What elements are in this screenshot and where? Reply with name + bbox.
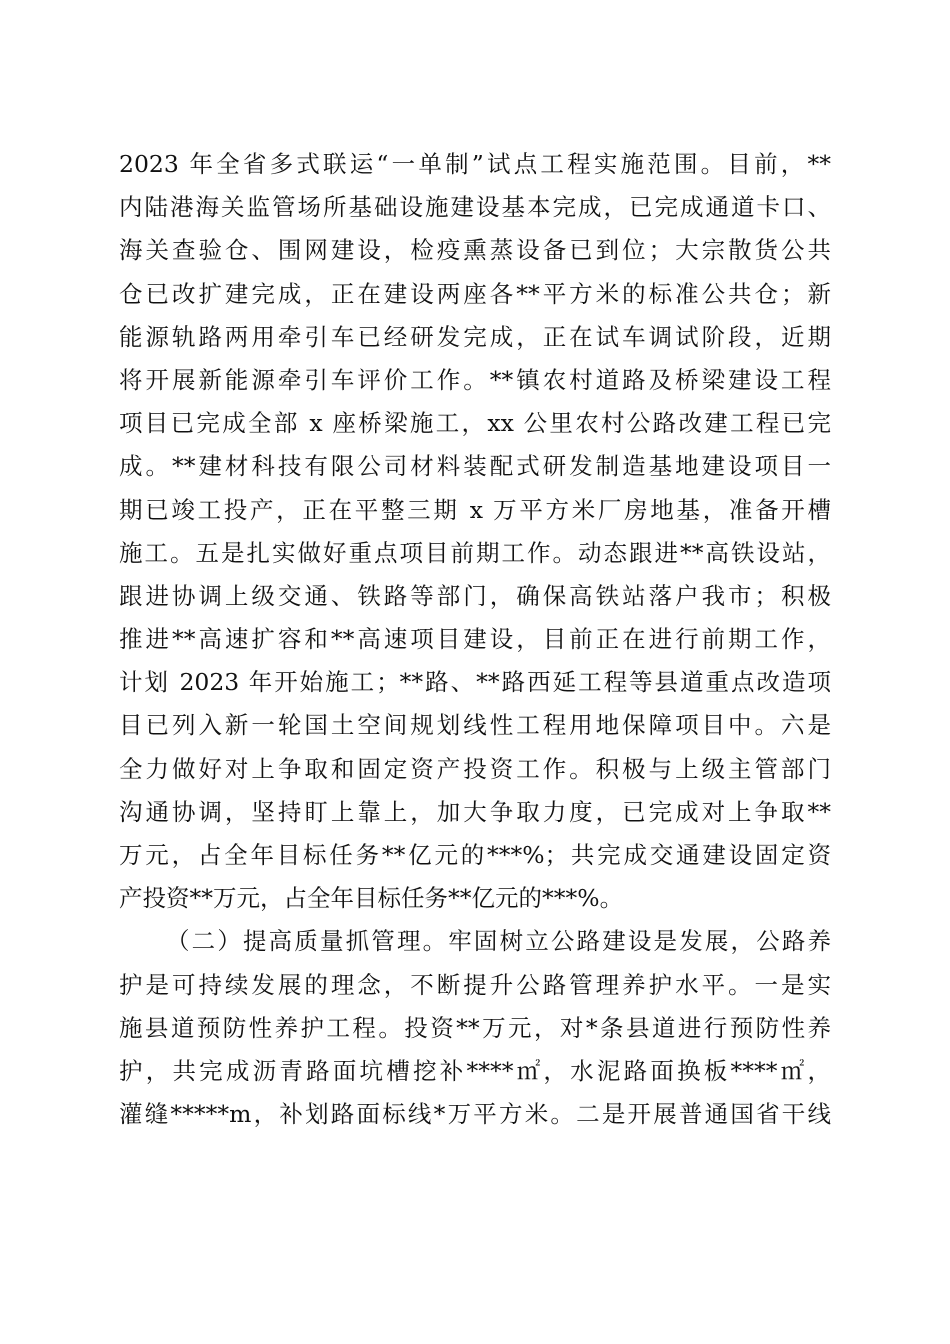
text-line: 目已列入新一轮国土空间规划线性工程用地保障项目中。六是 bbox=[119, 711, 831, 740]
text-line: 期已竣工投产，正在平整三期 x 万平方米厂房地基，准备开槽 bbox=[119, 495, 831, 524]
text-line: 成。**建材科技有限公司材料装配式研发制造基地建设项目一 bbox=[119, 452, 831, 481]
text-line: 内陆港海关监管场所基础设施建设基本完成，已完成通道卡口、 bbox=[119, 193, 831, 222]
text-line: 仓已改扩建完成，正在建设两座各**平方米的标准公共仓；新 bbox=[119, 279, 831, 308]
document-body bbox=[119, 143, 831, 1136]
text-line: 跟进协调上级交通、铁路等部门，确保高铁站落户我市；积极 bbox=[119, 581, 831, 610]
text-line: 海关查验仓、围网建设，检疫熏蒸设备已到位；大宗散货公共 bbox=[119, 236, 831, 265]
text-line: 沟通协调，坚持盯上靠上，加大争取力度，已完成对上争取** bbox=[119, 797, 831, 826]
text-line: 灌缝*****m，补划路面标线*万平方米。二是开展普通国省干线 bbox=[119, 1100, 831, 1129]
text-line: 推进**高速扩容和**高速项目建设，目前正在进行前期工作， bbox=[119, 625, 831, 654]
text-line: 万元，占全年目标任务**亿元的***%；共完成交通建设固定资 bbox=[119, 841, 831, 869]
text-line: 项目已完成全部 x 座桥梁施工，xx 公里农村公路改建工程已完 bbox=[119, 409, 831, 438]
section-heading-line: （二）提高质量抓管理。牢固树立公路建设是发展，公路养 bbox=[166, 927, 831, 956]
paragraph-end-line: 产投资**万元，占全年目标任务**亿元的***%。 bbox=[119, 884, 624, 913]
text-line: 护，共完成沥青路面坑槽挖补****㎡，水泥路面换板****㎡， bbox=[119, 1056, 831, 1085]
text-line: 护是可持续发展的理念，不断提升公路管理养护水平。一是实 bbox=[119, 970, 831, 999]
text-line: 计划 2023 年开始施工；**路、**路西延工程等县道重点改造项 bbox=[119, 668, 831, 697]
text-line: 将开展新能源牵引车评价工作。**镇农村道路及桥梁建设工程 bbox=[119, 365, 831, 394]
text-line: 施县道预防性养护工程。投资**万元，对*条县道进行预防性养 bbox=[119, 1013, 831, 1042]
text-line: 施工。五是扎实做好重点项目前期工作。动态跟进**高铁设站， bbox=[119, 538, 831, 567]
text-line: 能源轨路两用牵引车已经研发完成，正在试车调试阶段，近期 bbox=[119, 322, 831, 351]
text-line: 全力做好对上争取和固定资产投资工作。积极与上级主管部门 bbox=[119, 754, 831, 783]
text-line: 2023 年全省多式联运“一单制”试点工程实施范围。目前，** bbox=[119, 150, 831, 178]
